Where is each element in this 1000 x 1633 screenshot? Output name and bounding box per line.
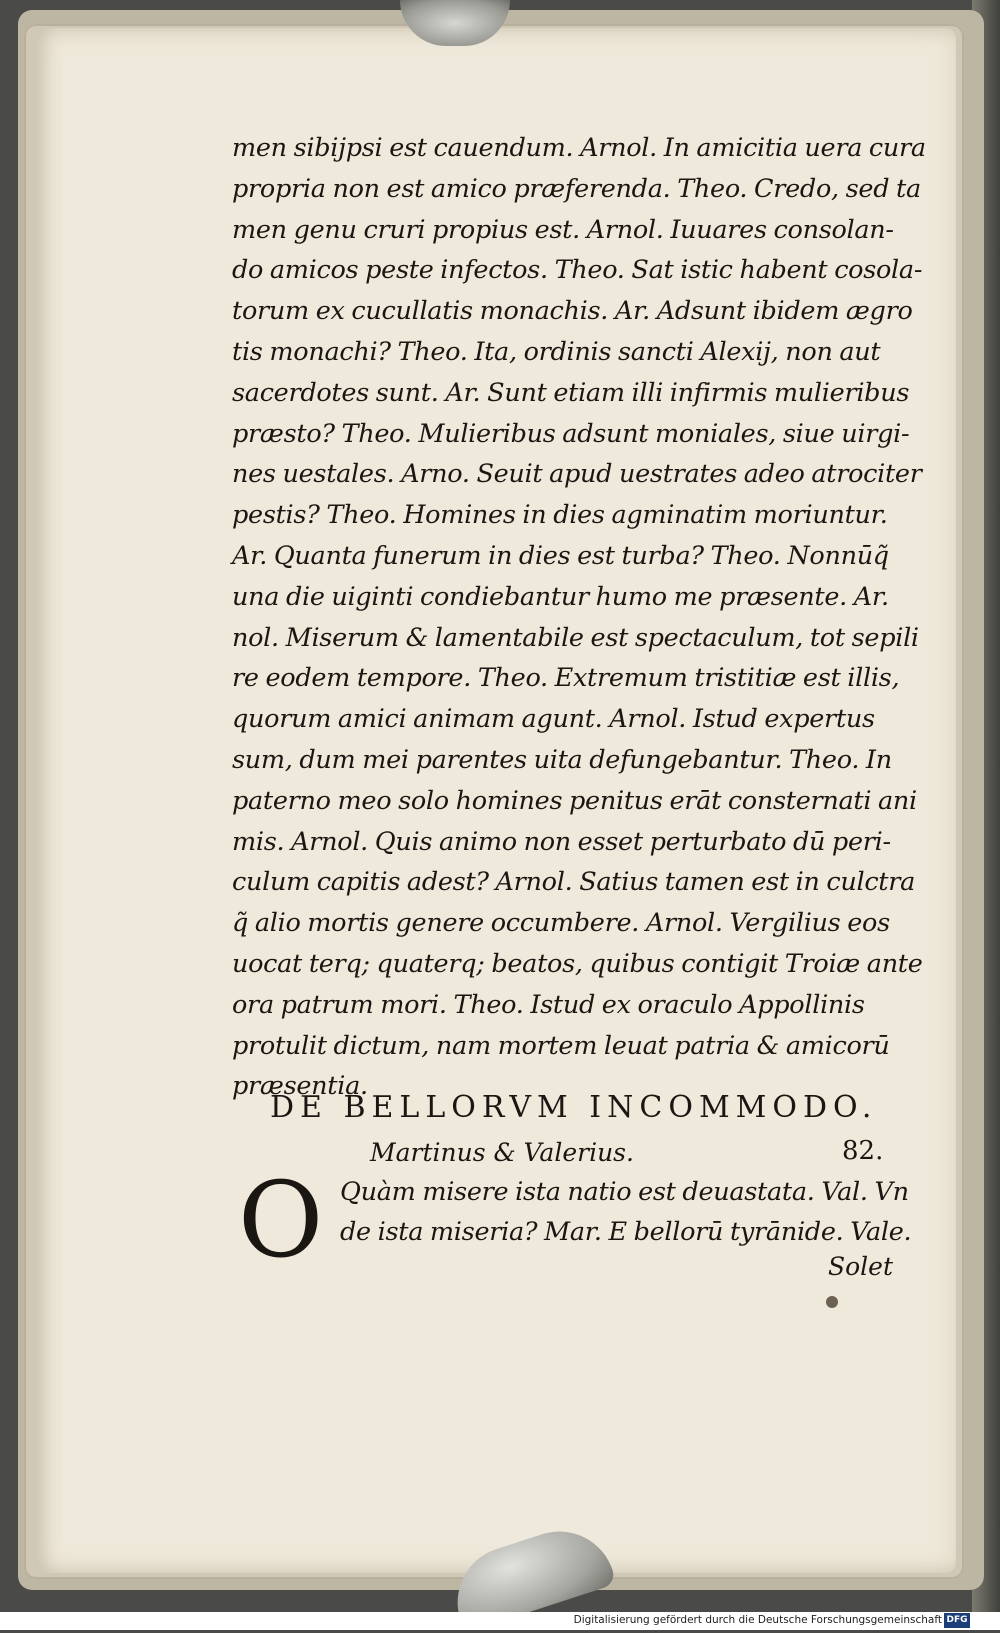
text-line: præsto? Theo. Mulieribus adsunt moniales, siue uirgi- bbox=[232, 418, 910, 449]
dialogue-line: Quàm misere ista natio est deuastata. Val. Vn bbox=[340, 1177, 909, 1207]
speakers-line: Martinus & Valerius. bbox=[370, 1138, 634, 1167]
text-line: paterno meo solo homines penitus erāt consternati ani bbox=[232, 785, 917, 816]
text-line: re eodem tempore. Theo. Extremum tristitiæ est illis, bbox=[232, 663, 900, 694]
text-line: pestis? Theo. Homines in dies agminatim moriuntur. bbox=[232, 500, 888, 531]
footer-credit: Digitalisierung gefördert durch die Deutsche Forschungsgemeinschaft bbox=[573, 1614, 942, 1626]
text-line: nes uestales. Arno. Seuit apud uestrates adeo atrociter bbox=[232, 459, 922, 490]
dialogue-block bbox=[340, 1172, 912, 1252]
text-line: tis monachi? Theo. Ita, ordinis sancti Alexij, non aut bbox=[232, 336, 881, 367]
text-line: quorum amici animam agunt. Arnol. Istud expertus bbox=[232, 704, 875, 735]
text-line: torum ex cucullatis monachis. Ar. Adsunt ibidem ægro bbox=[232, 296, 913, 327]
section-heading: DE BELLORVM INCOMMODO. bbox=[270, 1090, 878, 1125]
text-line: una die uiginti condiebantur humo me præsente. Ar. bbox=[232, 581, 889, 612]
text-line: uocat terq; quaterq; beatos, quibus contigit Troiæ ante bbox=[232, 948, 923, 979]
text-line: sacerdotes sunt. Ar. Sunt etiam illi infirmis mulieribus bbox=[232, 377, 910, 408]
text-line: nol. Miserum & lamentabile est spectaculum, tot sepili bbox=[232, 622, 919, 653]
dialogue-line: de ista miseria? Mar. E bellorū tyrānide. Vale. bbox=[340, 1217, 912, 1247]
text-line: ora patrum mori. Theo. Istud ex oraculo Appollinis bbox=[232, 989, 865, 1020]
text-line: do amicos peste infectos. Theo. Sat istic habent cosola- bbox=[232, 255, 923, 286]
text-line: men genu cruri propius est. Arnol. Iuuares consolan- bbox=[232, 214, 894, 245]
dfg-logo-icon: DFG bbox=[944, 1613, 970, 1628]
text-line: mis. Arnol. Quis animo non esset perturbato dū peri- bbox=[232, 826, 891, 857]
text-line: men sibijpsi est cauendum. Arnol. In amicitia uera cura bbox=[232, 133, 926, 163]
text-line: protulit dictum, nam mortem leuat patria & amicorū bbox=[232, 1030, 890, 1061]
catchword: Solet bbox=[828, 1252, 894, 1281]
text-line: sum, dum mei parentes uita defungebantur. Theo. In bbox=[232, 744, 892, 775]
text-line: propria non est amico præferenda. Theo. Credo, sed ta bbox=[232, 173, 921, 204]
drop-cap: O bbox=[238, 1159, 324, 1281]
text-line: Ar. Quanta funerum in dies est turba? Theo. Nonnūq̃ bbox=[232, 540, 889, 571]
text-line: præsentia. bbox=[232, 1071, 368, 1102]
section-number: 82. bbox=[842, 1136, 884, 1166]
main-text-block bbox=[232, 128, 926, 1107]
text-line: culum capitis adest? Arnol. Satius tamen est in culctra bbox=[232, 867, 916, 898]
ink-spot bbox=[826, 1296, 838, 1308]
text-line: q̃ alio mortis genere occumbere. Arnol. Vergilius eos bbox=[232, 908, 890, 939]
